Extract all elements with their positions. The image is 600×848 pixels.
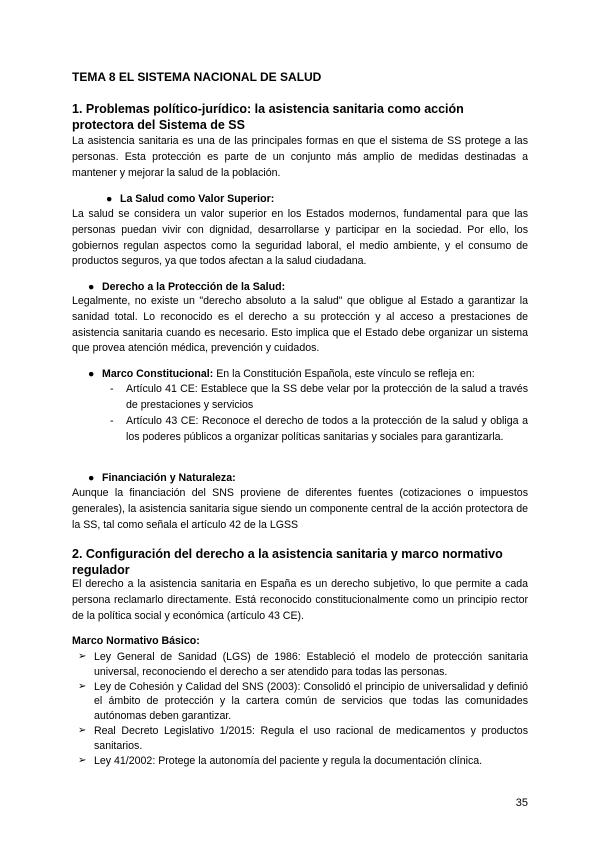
dash-icon: - [110,383,114,395]
bullet-icon: ● [88,472,95,484]
section1-heading: 1. Problemas político-jurídico: la asistencia sanitaria como acción protectora del Sistema de SS [72,102,464,132]
dash-icon: - [110,415,114,427]
section2-heading: 2. Configuración del derecho a la asistencia sanitaria y marco normativo regulador [72,547,503,577]
marco-label: Marco Constitucional: [102,368,214,380]
list-item: ➢ Real Decreto Legislativo 1/2015: Regula el uso racional de medicamentos y productos sanitarios. [78,724,528,752]
bullet-icon: ● [106,193,113,205]
financiacion-heading: Financiación y Naturaleza: [102,472,236,484]
arrow-icon: ➢ [78,680,87,692]
section2-intro: El derecho a la asistencia sanitaria en España es un derecho subjetivo, lo que permite a cada persona reclamarlo directamente. Está reconocido constitucionalmente como un principio rector de la política social y económica (artículo 43 CE). [72,578,528,622]
marco-item-art43: - Artículo 43 CE: Reconoce el derecho de todos a la protección de la salud y obliga a los poderes públicos a organizar políticas sanitarias y sociales para garantizarla. [110,415,528,443]
derecho-heading: Derecho a la Protección de la Salud: [102,281,286,293]
document-title: TEMA 8 EL SISTEMA NACIONAL DE SALUD [72,70,322,84]
page-number: 35 [515,797,528,809]
bullet-heading-derecho [88,280,285,295]
list-item: ➢ Ley 41/2002: Protege la autonomía del paciente y regula la documentación clínica. [78,754,483,767]
arrow-icon: ➢ [78,754,87,766]
bullet-heading-financiacion [88,471,236,486]
derecho-text: Legalmente, no existe un "derecho absoluto a la salud" que obligue al Estado a garantizar la sanidad total. Lo reconocido es el derecho a su protección y al acceso a prestaciones de asistencia sanitaria cuando es necesario. Esto implica que el Estado debe organizar un sistema que provea atención médica, prevención y cuidados. [72,295,528,355]
arrow-icon: ➢ [78,651,87,662]
bullet-icon: ● [88,281,95,293]
section1-intro: La asistencia sanitaria es una de las principales formas en que el sistema de SS protege a las personas. Esta protección es parte de un conjunto más amplio de medidas destinadas a mantener y mejorar la salud de la población. [72,135,528,179]
marco-constitucional [88,367,530,383]
bullet-icon: ● [88,368,95,380]
bullet-heading-valor [106,192,274,207]
arrow-icon: ➢ [78,724,87,736]
marco-item-art41: - Artículo 41 CE: Establece que la SS debe velar por la protección de la salud a través de prestaciones y servicios [110,383,528,411]
list-item: ➢ Ley de Cohesión y Calidad del SNS (2003): Consolidó el principio de universalidad y definió el ámbito de protección y la cartera común de servicios que todas las comunidades autónomas deben garantizar. [78,680,528,723]
list-item: ➢ Ley General de Sanidad (LGS) de 1986: Estableció el modelo de protección sanitaria universal, reconociendo el derecho a ser atendido para todas las personas. [78,651,528,678]
valor-text: La salud se considera un valor superior en los Estados modernos, fundamental para que las personas puedan vivir con dignidad, desarrollarse y participar en la sociedad. Por ello, los gobiernos regulan aspectos como la seguridad laboral, el medio ambiente, y el consumo de productos seguros, ya que todos afectan a la salud ciudadana. [72,208,528,268]
marco-basico-heading: Marco Normativo Básico: [72,635,200,647]
marco-basico-list [78,650,528,768]
financiacion-text: Aunque la financiación del SNS proviene de diferentes fuentes (cotizaciones o impuestos generales), la asistencia sanitaria sigue siendo un componente central de la acción protectora de la SS, tal como señala el artículo 42 de la LGSS [72,487,528,531]
marco-text: En la Constitución Española, este vínculo se refleja en: [213,368,475,380]
valor-heading: La Salud como Valor Superior: [120,193,275,205]
